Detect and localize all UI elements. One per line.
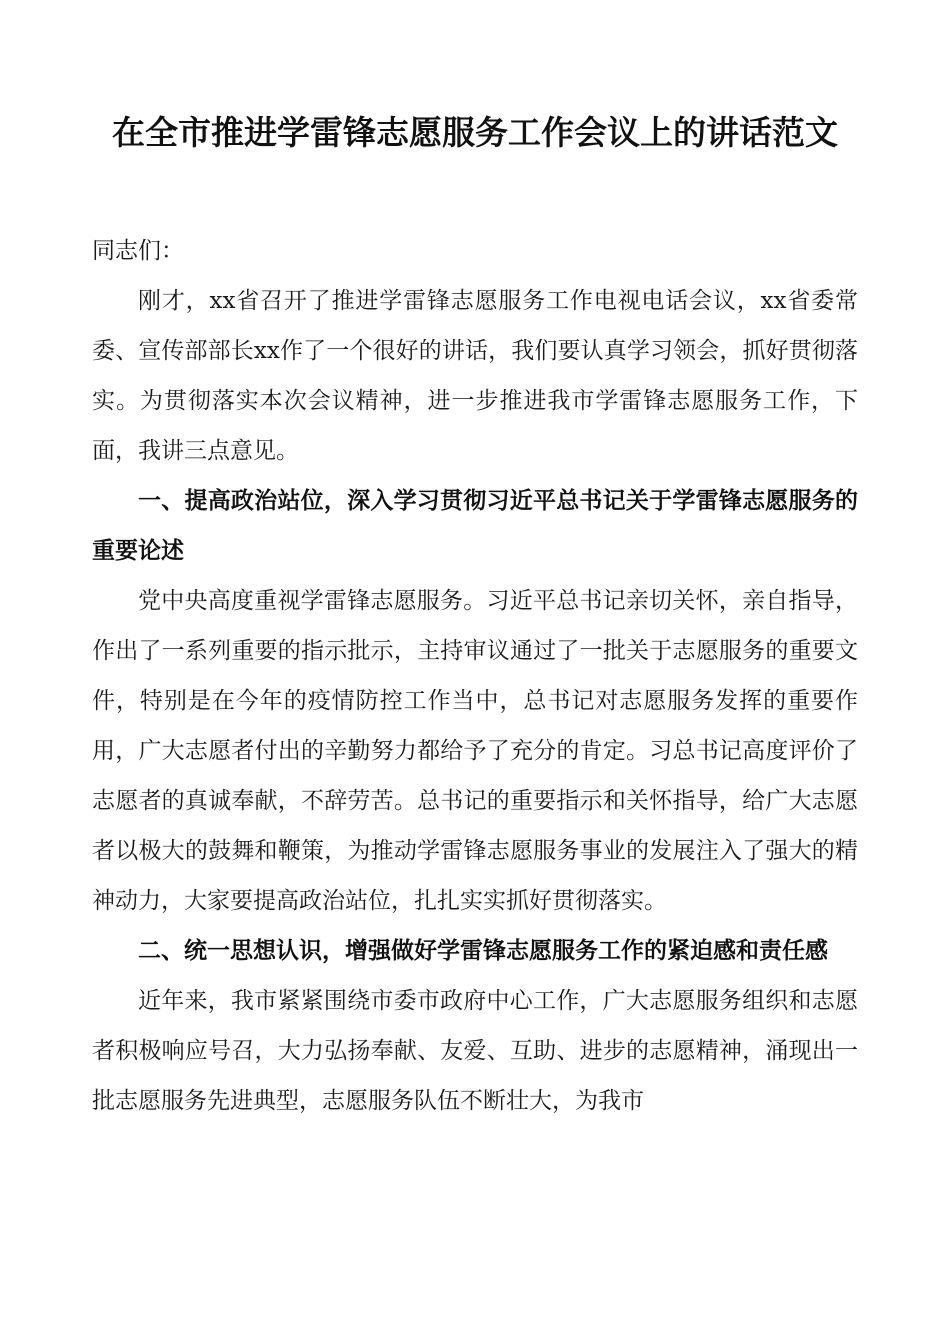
document-body [92,226,858,1126]
section-heading-one: 一、提高政治站位，深入学习贯彻习近平总书记关于学雷锋志愿服务的重要论述 [92,488,858,564]
paragraph-section-one: 党中央高度重视学雷锋志愿服务。习近平总书记亲切关怀，亲自指导，作出了一系列重要的指示批示，主持审议通过了一批关于志愿服务的重要文件，特别是在今年的疫情防控工作当中，总书记对志愿服务发挥的重要作用，广大志愿者付出的辛勤努力都给予了充分的肯定。习总书记高度评价了志愿者的真诚奉献，不辞劳苦。总书记的重要指示和关怀指导，给广大志愿者以极大的鼓舞和鞭策，为推动学雷锋志愿服务事业的发展注入了强大的精神动力，大家要提高政治站位，扎扎实实抓好贯彻落实。 [92,588,858,914]
document-title: 在全市推进学雷锋志愿服务工作会议上的讲话范文 [112,113,838,152]
paragraph-intro: 刚才，xx省召开了推进学雷锋志愿服务工作电视电话会议，xx省委常委、宣传部部长xx作了一个很好的讲话，我们要认真学习领会，抓好贯彻落实。为贯彻落实本次会议精神，进一步推进我市学雷锋志愿服务工作，下面，我讲三点意见。 [92,288,858,464]
salutation: 同志们： [92,238,184,264]
paragraph-section-two: 近年来，我市紧紧围绕市委市政府中心工作，广大志愿服务组织和志愿者积极响应号召，大力弘扬奉献、友爱、互助、进步的志愿精神，涌现出一批志愿服务先进典型，志愿服务队伍不断壮大，为我市 [92,988,858,1114]
section-heading-two: 二、统一思想认识，增强做好学雷锋志愿服务工作的紧迫感和责任感 [138,938,828,964]
